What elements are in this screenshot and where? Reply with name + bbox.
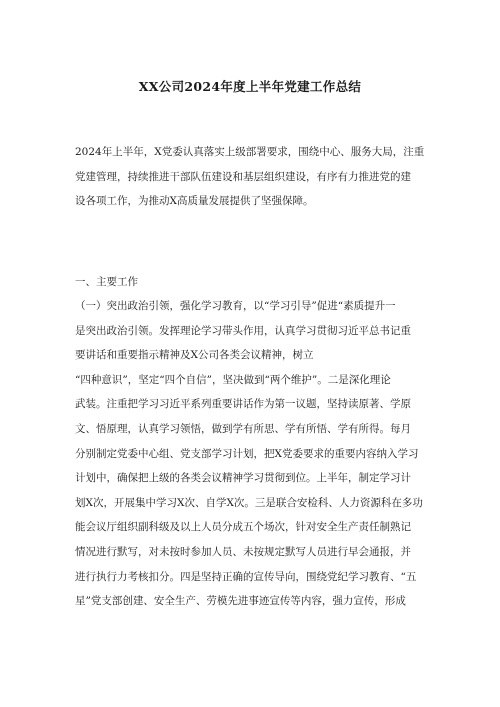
body-paragraph: [75, 294, 435, 614]
text-line: 设各项工作，为推动X高质量发展提供了坚强保障。: [75, 195, 314, 208]
text-line: 是突出政治引领。发挥理论学习带头作用，认真学习贯彻习近平总书记重: [75, 324, 411, 337]
text-line: 文、悟原理，认真学习领悟，做到学有所思、学有所悟、学有所得。每月: [75, 422, 411, 435]
text-line: 2024年上半年，X党委认真落实上级部署要求，围绕中心、服务大局，注重: [75, 146, 425, 158]
text-line: 进行执行力考核扣分。四是坚持正确的宣传导向，围绕党纪学习教育、“五: [75, 570, 417, 583]
text-line: 能会议厅组织副科级及以上人员分成五个场次，针对安全生产责任制熟记: [75, 521, 411, 534]
text-line: 党建管理，持续推进干部队伍建设和基层组织建设，有序有力推进党的建: [75, 170, 411, 183]
text-line: 划X次，开展集中学习X次、自学X次。三是联合安检科、人力资源科在多功: [75, 496, 423, 509]
document-title: XX公司2024年度上半年党建工作总结: [138, 79, 362, 94]
text-line: （一）突出政治引领，强化学习教育，以“学习引导”促进“素质提升一: [75, 300, 396, 312]
text-line: “四种意识”，坚定“四个自信”，坚决做到“两个维护”。二是深化理论: [75, 373, 391, 386]
text-line: 情况进行默写，对未按时参加人员、未按规定默写人员进行早会通报，并: [75, 545, 411, 558]
section-heading: 一、主要工作: [75, 276, 138, 288]
intro-paragraph: [75, 140, 435, 214]
text-line: 要讲话和重要指示精神及X公司各类会议精神，树立: [75, 349, 314, 362]
text-line: 分别制定党委中心组、党支部学习计划，把X党委要求的重要内容纳入学习: [75, 447, 419, 460]
text-line: 星”党支部创建、安全生产、劳模先进事迹宣传等内容，强力宣传，形成: [75, 595, 406, 608]
text-line: 计划中，确保把上级的各类会议精神学习贯彻到位。上半年，制定学习计: [75, 472, 411, 485]
text-line: 武装。注重把学习习近平系列重要讲话作为第一议题，坚持读原著、学原: [75, 398, 411, 411]
